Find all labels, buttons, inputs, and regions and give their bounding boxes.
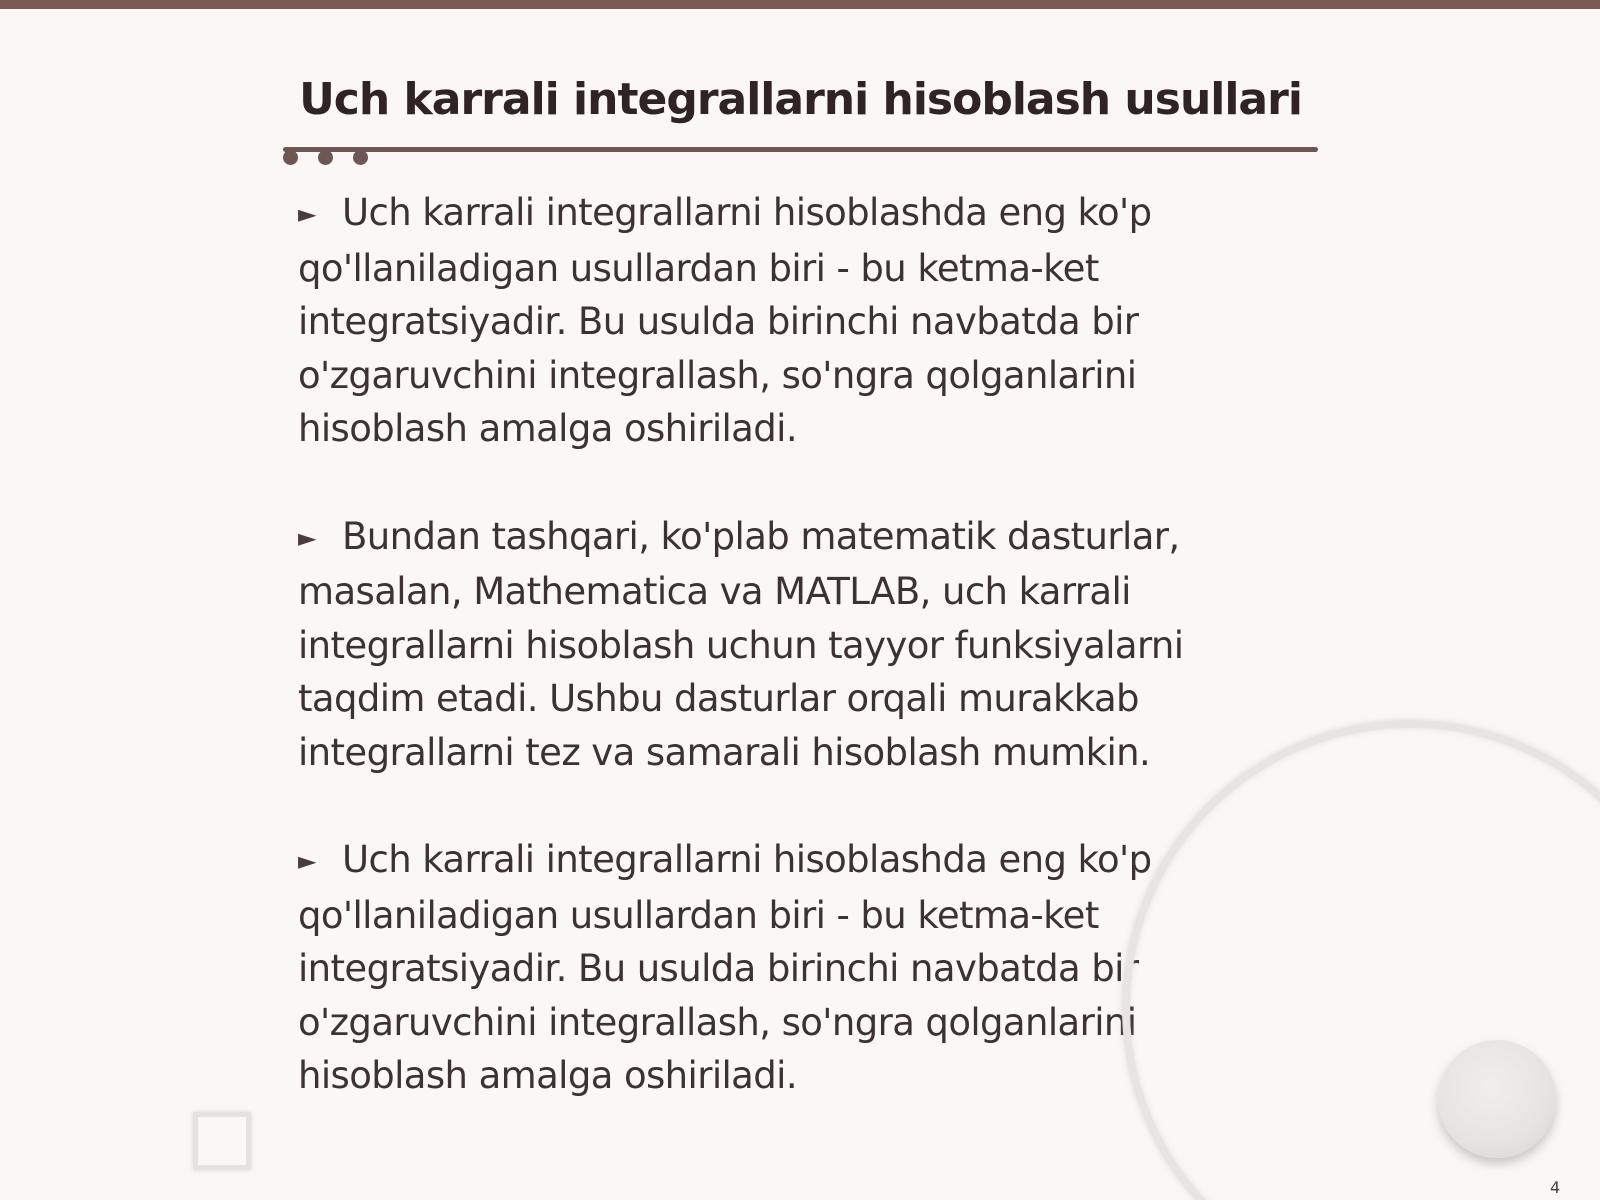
triangle-bullet-icon: ► [298,847,316,875]
decorative-dot [353,150,368,165]
paragraph-text: Uch karrali integrallarni hisoblashda eng ko'p qo'llaniladigan usullardan biri - bu ketma-ket integratsiyadir. Bu usulda birinchi navbatda bir o'zgaruvchini integrallash, so'ngra qolganlarini hisoblash amalga oshiriladi. [298,838,1152,1097]
paragraph-text: Uch karrali integrallarni hisoblashda eng ko'p qo'llaniladigan usullardan biri - bu ketma-ket integratsiyadir. Bu usulda birinchi navbatda bir o'zgaruvchini integrallash, so'ngra qolganlarini hisoblash amalga oshiriladi. [298,191,1152,450]
slide-title: Uch karrali integrallarni hisoblash usullari [299,74,1302,125]
decorative-dot [283,150,298,165]
decorative-dot [318,150,333,165]
decorative-square [193,1112,251,1170]
triangle-bullet-icon: ► [298,200,316,228]
triangle-bullet-icon: ► [298,523,316,552]
paragraph-text: Bundan tashqari, ko'plab matematik dasturlar, masalan, Mathematica va MATLAB, uch karrali integrallarni hisoblash uchun tayyor funksiyalarni taqdim etadi. Ushbu dasturlar orqali murakkab integrallarni tez va samarali hisoblash mumkin. [298,514,1184,774]
bullet-paragraph-2 [298,510,1198,780]
bullet-paragraph-1 [298,186,1198,456]
page-number: 4 [1550,1178,1561,1197]
title-underline [283,147,1318,152]
decorative-circle [1438,1040,1556,1158]
title-dots-decoration [283,150,368,165]
slide-body [298,186,1198,1157]
bullet-paragraph-3 [298,833,1198,1103]
top-accent-bar [0,0,1600,9]
